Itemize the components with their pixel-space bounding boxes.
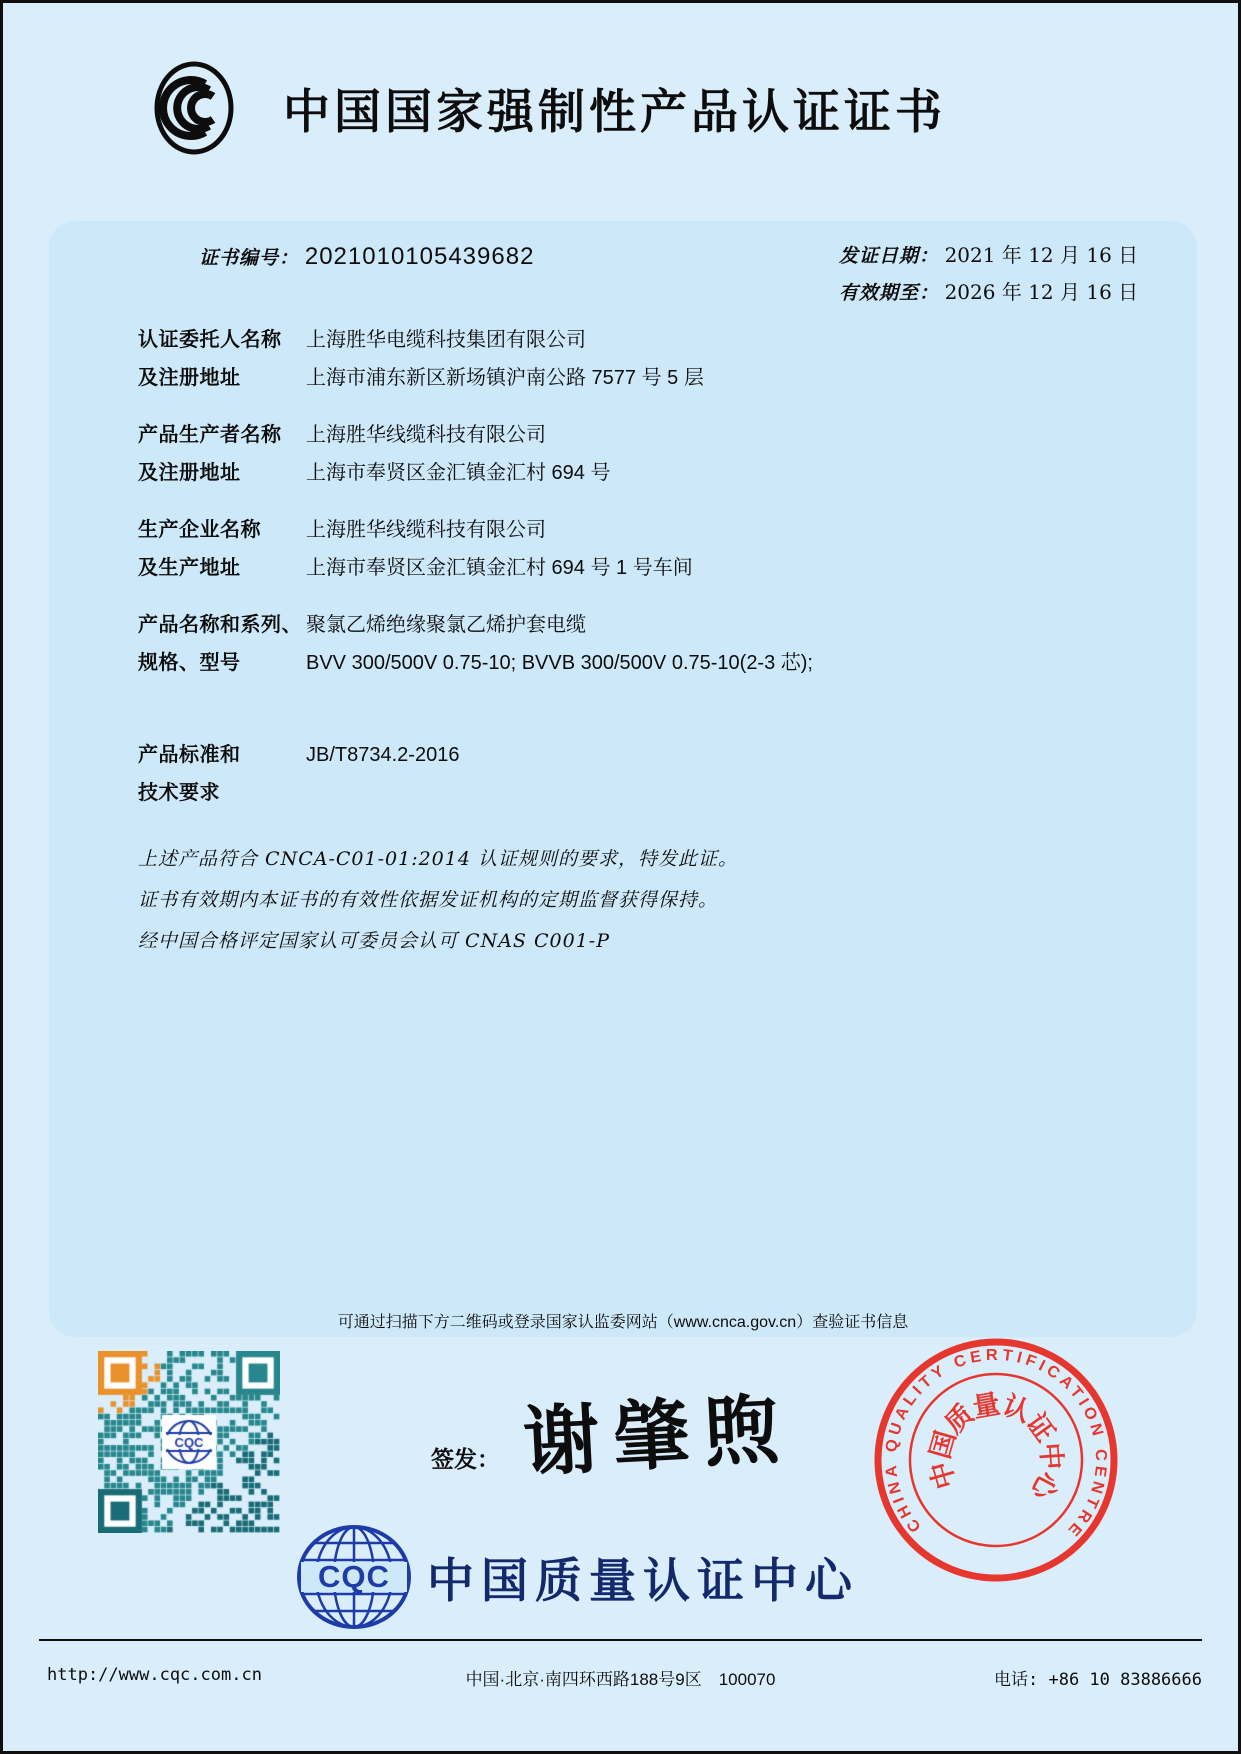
qr-code (98, 1351, 280, 1533)
certificate-number-label: 证书编号： (199, 247, 300, 269)
field-label: 及注册地址 (138, 367, 241, 389)
field-row (49, 321, 1197, 359)
issuer-name: 中国质量认证中心 (427, 1553, 859, 1607)
section-applicant (49, 321, 1197, 397)
red-stamp (865, 1329, 1127, 1591)
valid-until-label: 有效期至： (839, 282, 940, 304)
field-label: 产品名称和系列、 (138, 614, 302, 636)
field-label: 规格、型号 (138, 652, 241, 674)
issue-date-value: 2021 年 12 月 16 日 (944, 243, 1139, 267)
statement-line: 上述产品符合 CNCA-C01-01:2014 认证规则的要求，特发此证。 (138, 848, 738, 870)
footer-address: 中国·北京·南四环西路188号9区 100070 (465, 1670, 776, 1689)
statement-paragraph (138, 839, 738, 962)
cqc-logo-text: CQC (318, 1559, 390, 1594)
field-label: 及生产地址 (138, 557, 241, 579)
svg-text:证: 证 (1020, 1407, 1061, 1448)
svg-text:中: 中 (924, 1458, 962, 1493)
stamp-outer-text: CHINA QUALITY CERTIFICATION CENTRE (882, 1346, 1110, 1542)
svg-text:质: 质 (939, 1398, 980, 1440)
valid-until-value: 2026 年 12 月 16 日 (944, 280, 1139, 304)
page-title: 中国国家强制性产品认证证书 (283, 84, 946, 138)
statement-line: 经中国合格评定国家认可委员会认可 CNAS C001-P (138, 930, 610, 952)
field-value: 上海胜华电缆科技集团有限公司 (306, 329, 586, 351)
section-producer (49, 416, 1197, 492)
field-row (49, 416, 1197, 454)
svg-text:国: 国 (924, 1427, 962, 1462)
field-label: 技术要求 (138, 782, 220, 804)
issue-date-row (839, 237, 1138, 274)
section-manufacturer (49, 511, 1197, 587)
field-value: BVV 300/500V 0.75-10; BVVB 300/500V 0.75-10(2-3 芯); (306, 652, 813, 674)
certificate-number-value: 2021010105439682 (304, 243, 535, 270)
qr-code-canvas (98, 1351, 280, 1533)
certificate-dates (839, 237, 1138, 311)
field-value: 聚氯乙烯绝缘聚氯乙烯护套电缆 (306, 614, 586, 636)
field-row (49, 454, 1197, 492)
certificate-panel (49, 221, 1197, 1337)
field-row (49, 644, 1197, 682)
svg-text:中: 中 (1034, 1441, 1067, 1471)
cqc-logo-icon (295, 1523, 413, 1631)
header (153, 43, 1128, 173)
section-product (49, 606, 1197, 682)
stamp-inner-text (921, 1382, 1074, 1507)
footer-divider (39, 1639, 1202, 1641)
field-value (306, 774, 1197, 812)
field-row (49, 736, 1197, 774)
ccc-logo-icon (153, 60, 235, 156)
field-row (49, 511, 1197, 549)
field-label: 认证委托人名称 (138, 329, 282, 351)
signature-handwriting: 谢肇煦 (521, 1383, 796, 1487)
svg-text:量: 量 (970, 1388, 1003, 1423)
svg-text:认: 认 (998, 1390, 1035, 1428)
field-label: 产品生产者名称 (138, 424, 282, 446)
field-label: 生产企业名称 (138, 519, 261, 541)
statement-line: 证书有效期内本证书的有效性依据发证机构的定期监督获得保持。 (138, 889, 719, 911)
svg-text:心: 心 (1024, 1466, 1065, 1505)
field-label: 产品标准和 (138, 744, 241, 766)
field-value: JB/T8734.2-2016 (306, 744, 460, 766)
field-row (49, 774, 1197, 812)
footer-phone: 电话: +86 10 83886666 (994, 1670, 1202, 1690)
field-value: 上海胜华线缆科技有限公司 (306, 424, 546, 446)
section-standard (49, 736, 1197, 812)
field-value: 上海市奉贤区金汇镇金汇村 694 号 1 号车间 (306, 557, 693, 579)
field-value: 上海胜华线缆科技有限公司 (306, 519, 546, 541)
field-label: 及注册地址 (138, 462, 241, 484)
field-row (49, 359, 1197, 397)
issue-date-label: 发证日期： (839, 245, 940, 267)
field-row (49, 549, 1197, 587)
sign-label: 签发： (431, 1446, 500, 1472)
verify-note: 可通过扫描下方二维码或登录国家认监委网站（www.cnca.gov.cn）查验证书信息 (337, 1314, 909, 1331)
valid-until-row (839, 274, 1138, 311)
footer-website: http://www.cqc.com.cn (47, 1665, 262, 1685)
field-row (49, 606, 1197, 644)
issuer-block (295, 1523, 859, 1631)
field-value: 上海市浦东新区新场镇沪南公路 7577 号 5 层 (306, 367, 704, 389)
svg-text:CHINA QUALITY CERTIFICATION (865, 1329, 1127, 1591)
certificate-number (199, 243, 534, 271)
field-value: 上海市奉贤区金汇镇金汇村 694 号 (306, 462, 611, 484)
